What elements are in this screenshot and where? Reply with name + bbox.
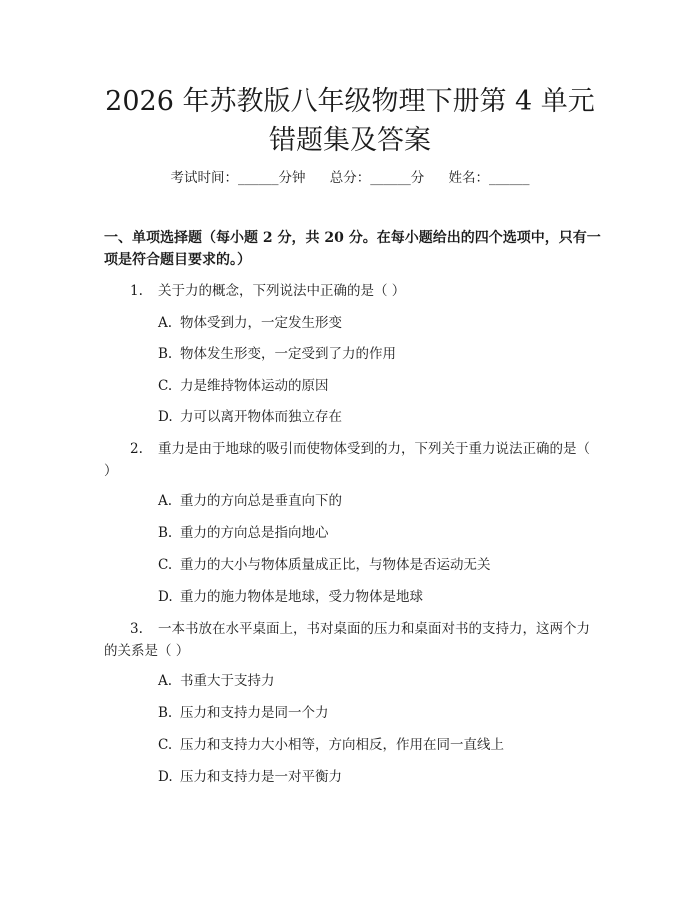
option-1b — [158, 343, 598, 365]
exam-score: 总分：______分 — [329, 170, 425, 186]
option-text: 书重大于支持力 — [180, 673, 275, 689]
option-text: 重力的大小与物体质量成正比，与物体是否运动无关 — [180, 557, 491, 573]
option-letter: D. — [158, 409, 173, 425]
option-text: 压力和支持力是一对平衡力 — [180, 769, 342, 785]
option-2a — [158, 490, 598, 512]
option-text: 重力的施力物体是地球，受力物体是地球 — [180, 589, 423, 605]
option-letter: C. — [158, 737, 173, 753]
option-letter: A. — [158, 673, 173, 689]
exam-meta — [0, 168, 700, 188]
question-number: 2. — [130, 441, 143, 457]
option-2d — [158, 586, 598, 608]
option-letter: C. — [158, 378, 173, 394]
option-text: 物体受到力，一定发生形变 — [180, 315, 342, 331]
option-text: 力可以离开物体而独立存在 — [180, 409, 342, 425]
option-3c — [158, 734, 598, 756]
question-3 — [104, 618, 598, 662]
question-1 — [104, 280, 598, 302]
section-heading: 一、单项选择题（每小题 2 分，共 20 分。在每小题给出的四个选项中，只有一项是符合题目要求的。） — [104, 230, 601, 268]
option-3d — [158, 766, 598, 788]
question-text: 重力是由于地球的吸引而使物体受到的力，下列关于重力说法正确的是（ ） — [104, 441, 590, 479]
option-text: 力是维持物体运动的原因 — [180, 378, 329, 394]
option-letter: B. — [158, 705, 173, 721]
option-letter: D. — [158, 769, 173, 785]
option-text: 压力和支持力是同一个力 — [180, 705, 329, 721]
page-title: 2026 年苏教版八年级物理下册第 4 单元错题集及答案 — [105, 86, 595, 156]
option-3a — [158, 670, 598, 692]
option-letter: B. — [158, 525, 173, 541]
question-text: 一本书放在水平桌面上，书对桌面的压力和桌面对书的支持力，这两个力的关系是（ ） — [104, 621, 590, 659]
option-text: 重力的方向总是指向地心 — [180, 525, 329, 541]
question-2 — [104, 438, 598, 482]
option-1c — [158, 375, 598, 397]
option-letter: C. — [158, 557, 173, 573]
exam-time: 考试时间：______分钟 — [170, 170, 306, 186]
option-letter: D. — [158, 589, 173, 605]
option-text: 压力和支持力大小相等，方向相反，作用在同一直线上 — [180, 737, 504, 753]
option-3b — [158, 702, 598, 724]
question-text: 关于力的概念，下列说法中正确的是（ ） — [158, 283, 406, 299]
option-text: 物体发生形变，一定受到了力的作用 — [180, 346, 396, 362]
question-number: 3. — [130, 621, 143, 637]
student-name: 姓名：______ — [448, 170, 530, 186]
option-letter: A. — [158, 493, 173, 509]
option-2b — [158, 522, 598, 544]
option-2c — [158, 554, 598, 576]
option-1a — [158, 312, 598, 334]
option-letter: B. — [158, 346, 173, 362]
option-1d — [158, 406, 598, 428]
option-text: 重力的方向总是垂直向下的 — [180, 493, 342, 509]
option-letter: A. — [158, 315, 173, 331]
question-number: 1. — [130, 283, 143, 299]
